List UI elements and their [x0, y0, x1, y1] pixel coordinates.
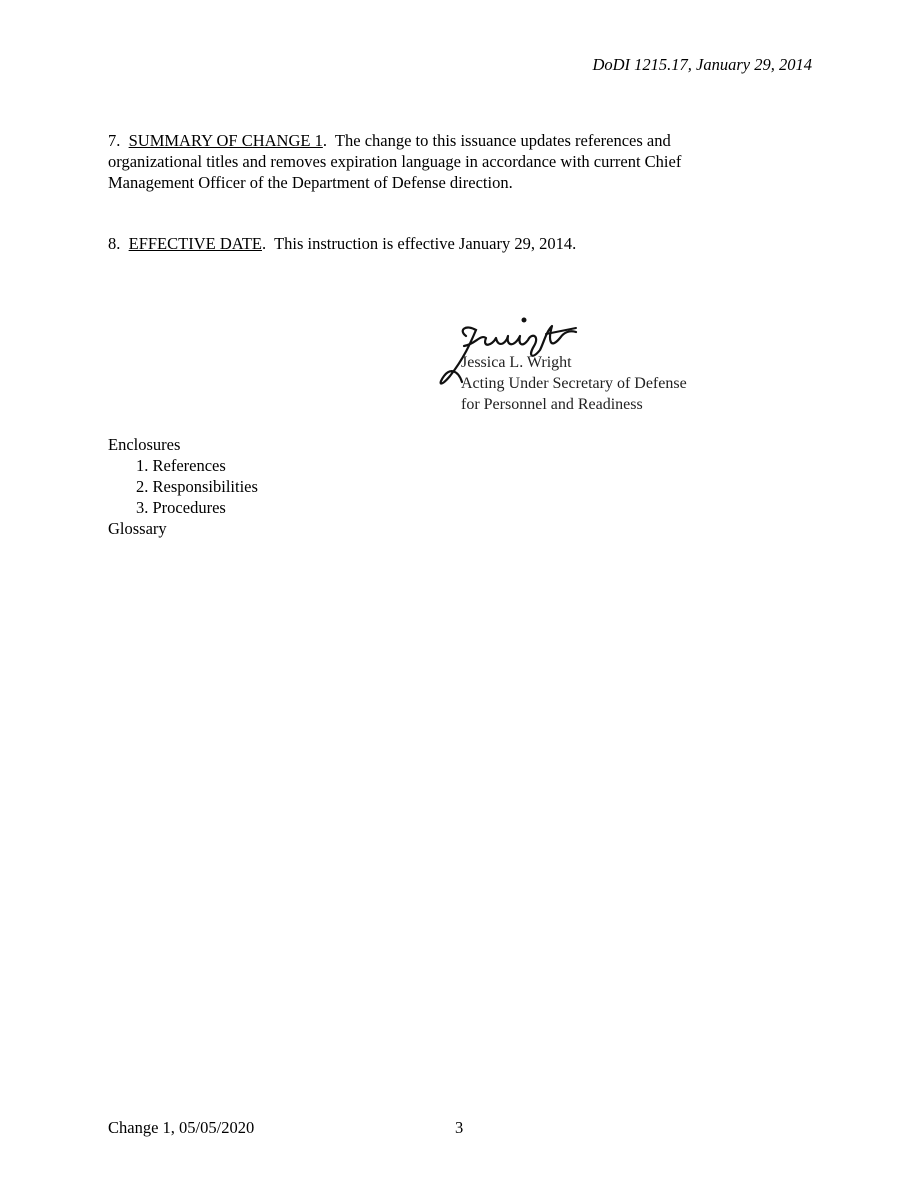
- section-heading: EFFECTIVE DATE: [128, 234, 262, 253]
- section-text: The change to this issuance updates references and organizational titles and removes expiration language in accordance with current Chief Management Officer of the Department of Defense direction.: [108, 131, 682, 192]
- list-item: 2. Responsibilities: [136, 477, 258, 496]
- list-item: 1. References: [136, 456, 226, 475]
- signatory-title-continued: for Personnel and Readiness: [461, 396, 643, 413]
- glossary-label: Glossary: [108, 519, 167, 538]
- signatory-name: Jessica L. Wright: [461, 354, 572, 371]
- section-heading: SUMMARY OF CHANGE 1: [128, 131, 323, 150]
- section-text: This instruction is effective January 29, 2014.: [274, 234, 577, 253]
- enclosures-list: [108, 455, 508, 518]
- change-footer: Change 1, 05/05/2020: [108, 1118, 255, 1137]
- section-effective-date: 8. EFFECTIVE DATE. This instruction is effective January 29, 2014.: [108, 234, 577, 253]
- section-number: 8.: [108, 234, 121, 253]
- enclosures-label: Enclosures: [108, 435, 181, 454]
- signatory-title: Acting Under Secretary of Defense: [461, 375, 687, 392]
- document-reference-header: DoDI 1215.17, January 29, 2014: [592, 55, 812, 74]
- signature-block: [436, 314, 736, 418]
- section-number: 7.: [108, 131, 121, 150]
- page-number: 3: [455, 1118, 464, 1137]
- section-summary-of-change: 7. SUMMARY OF CHANGE 1. The change to this issuance updates references and organizational titles and removes expiration language in accordance with current Chief Management Officer of the Department of Defense direction.: [108, 131, 682, 192]
- list-item: 3. Procedures: [136, 498, 226, 517]
- enclosures-list-block: [108, 434, 508, 539]
